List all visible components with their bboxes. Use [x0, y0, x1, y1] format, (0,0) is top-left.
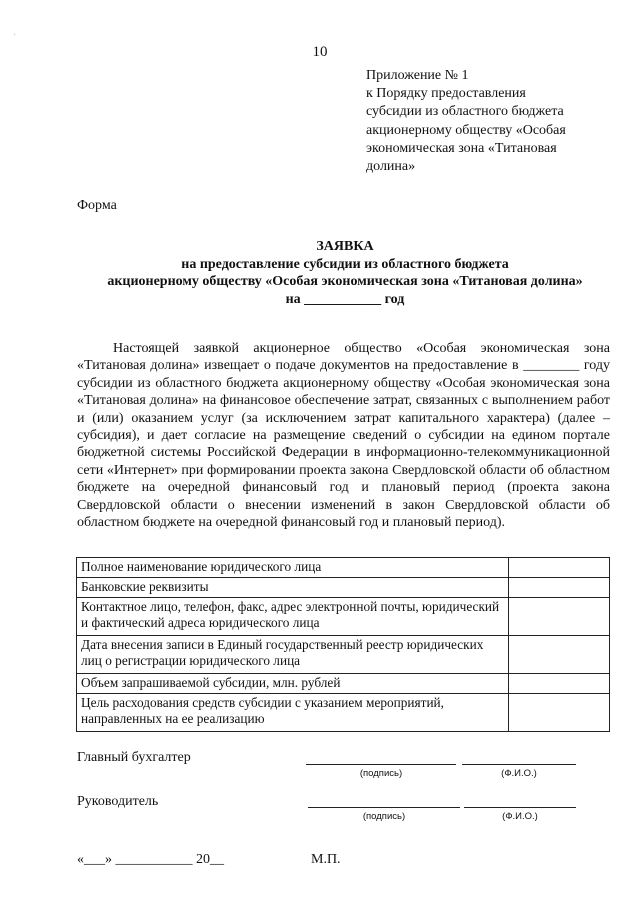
row-value-cell[interactable] [509, 674, 610, 694]
row-value-cell[interactable] [509, 558, 610, 578]
row-value-cell[interactable] [509, 598, 610, 636]
row-value-cell[interactable] [509, 636, 610, 674]
director-signature-line[interactable] [308, 807, 460, 808]
row-label: Контактное лицо, телефон, факс, адрес электронной почты, юридический и фактический адреса юридического лица [77, 598, 509, 636]
appendix-line: Приложение № 1 [366, 68, 469, 83]
table-row [77, 636, 610, 674]
row-label: Дата внесения записи в Единый государственный реестр юридических лиц о регистрации юридического лица [77, 636, 509, 674]
table-row [77, 694, 610, 732]
appendix-block [366, 67, 616, 176]
title-line: на предоставление субсидии из областного бюджета [181, 256, 509, 272]
date-line: «___» ___________ 20__ [77, 852, 224, 867]
appendix-line: к Порядку предоставления [366, 86, 526, 102]
table-row [77, 674, 610, 694]
table-row [77, 558, 610, 578]
title-heading: ЗАЯВКА [316, 239, 374, 254]
chief-accountant-name-line[interactable] [462, 764, 576, 765]
page-number: 10 [312, 44, 328, 60]
name-caption: (Ф.И.О.) [501, 768, 537, 779]
requisites-table [76, 557, 610, 732]
name-caption: (Ф.И.О.) [502, 811, 538, 822]
signature-caption: (подпись) [359, 768, 403, 779]
row-value-cell[interactable] [509, 578, 610, 598]
appendix-line: экономическая зона «Титановая [366, 140, 557, 156]
signature-caption: (подпись) [362, 811, 406, 822]
corner-mark: · [13, 30, 17, 41]
table-row [77, 578, 610, 598]
row-label: Полное наименование юридического лица [77, 558, 509, 578]
title-line: акционерному обществу «Особая экономическая зона «Титановая долина» [107, 274, 583, 289]
row-label: Цель расходования средств субсидии с указанием мероприятий, направленных на ее реализацию [77, 694, 509, 732]
appendix-line: субсидии из областного бюджета [366, 104, 564, 120]
chief-accountant-label: Главный бухгалтер [77, 750, 191, 765]
director-label: Руководитель [77, 794, 159, 809]
appendix-line: акционерному обществу «Особая [366, 122, 566, 138]
body-paragraph: Настоящей заявкой акционерное общество «Особая экономическая зона «Титановая долина» извещает о подаче документов на предоставление в ________ году субсидии из областного бюджета акционерному обществу «Особая экономическая зона «Титановая долина» на финансовое обеспечение затрат, связанных с выполнением работ и (или) оказанием услуг (за исключением затрат капитального характера) (далее – субсидия), и дает согласие на размещение сведений о субсидии на едином портале бюджетной системы Российской Федерации в информационно-телекоммуникационной сети «Интернет» при формировании проекта закона Свердловской области об областном бюджете на очередной финансовый год и плановый период (проекта закона Свердловской области о внесении изменений в закон Свердловской области об областном бюджете на очередной финансовый год и плановый период). [77, 341, 610, 531]
director-name-line[interactable] [464, 807, 576, 808]
appendix-line: долина» [366, 159, 416, 175]
row-label: Банковские реквизиты [77, 578, 509, 598]
chief-accountant-signature-line[interactable] [306, 764, 456, 765]
document-title [60, 238, 630, 308]
table-row [77, 598, 610, 636]
row-label: Объем запрашиваемой субсидии, млн. рублей [77, 674, 509, 694]
row-value-cell[interactable] [509, 694, 610, 732]
seal-mark: М.П. [311, 852, 341, 867]
title-year-line: на ___________ год [285, 291, 405, 307]
form-label: Форма [77, 198, 117, 213]
